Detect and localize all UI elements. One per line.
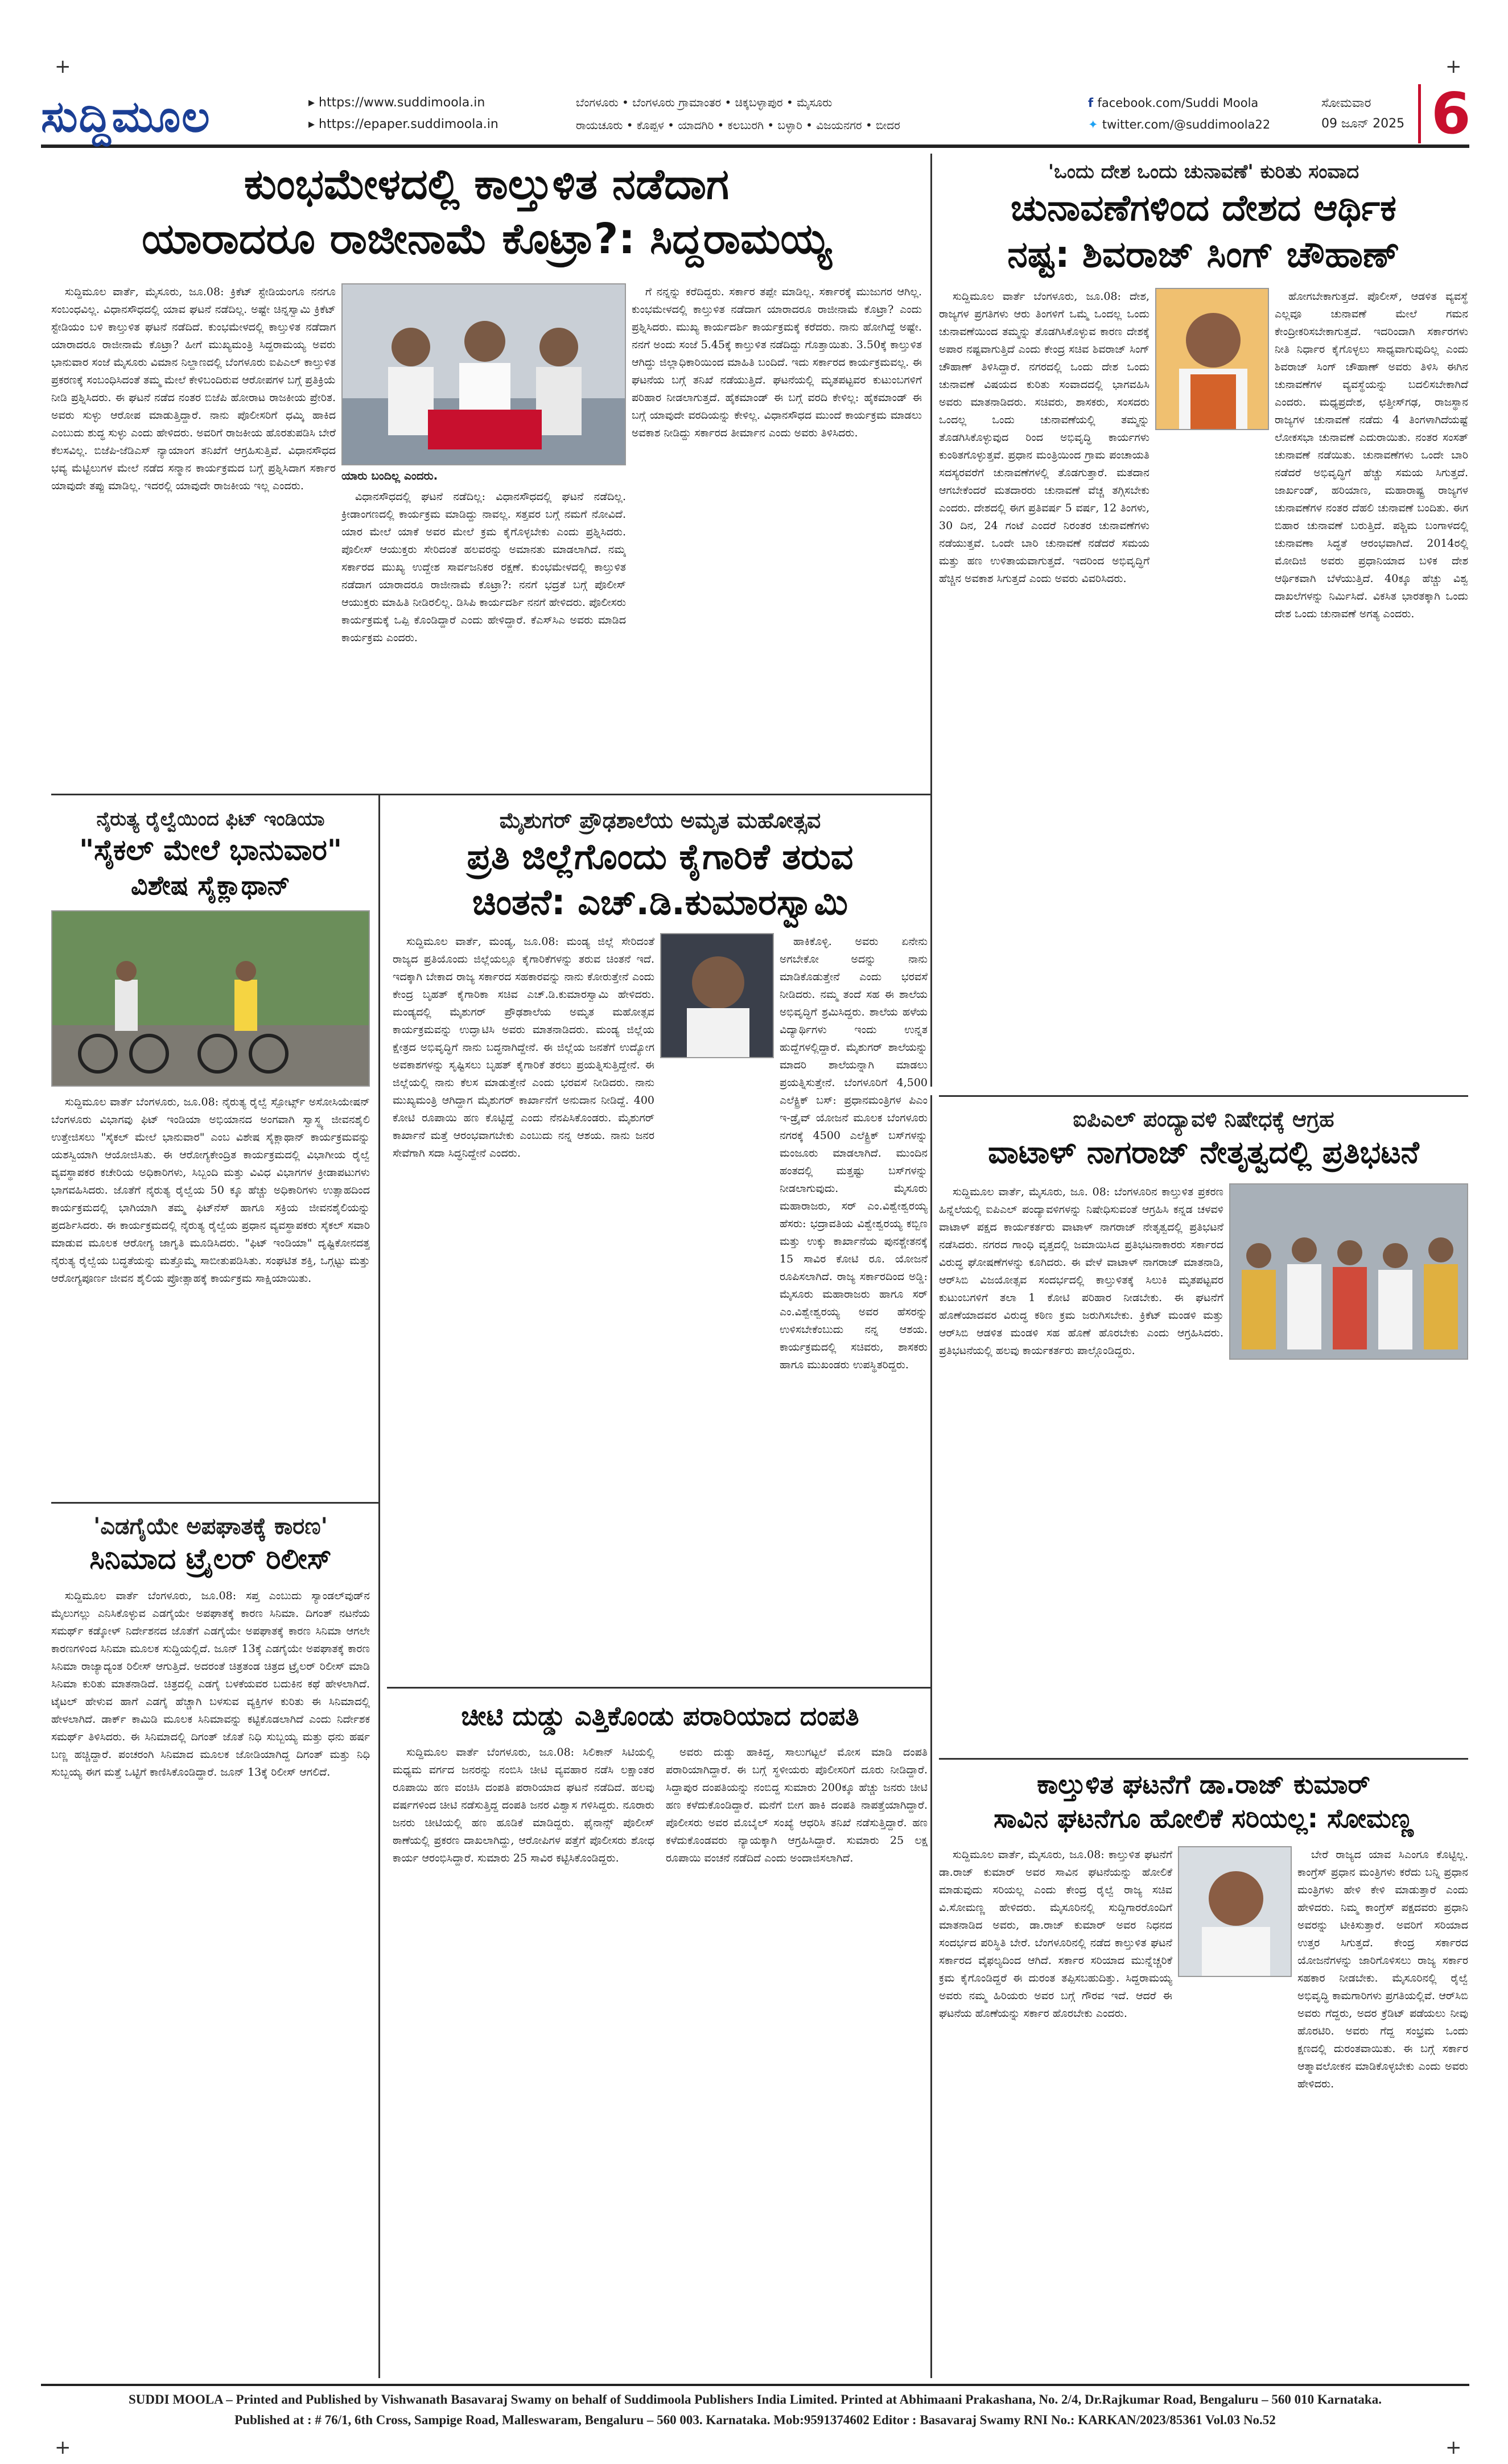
imprint-line: SUDDI MOOLA – Printed and Published by Vishwanath Basavaraj Swamy on behalf of Suddimoola Publishers India Limited. Printed at Abhimaani Prakashana, No. 2/4, Dr.Rajkumar Road, Bengaluru – 560 010 Karnataka. <box>129 2392 1382 2407</box>
press-conference-photo <box>341 283 626 465</box>
story1-headline1: ಕುಂಭಮೇಳದಲ್ಲಿ ಕಾಲ್ತುಳಿತ ನಡೆದಾಗ <box>244 160 730 209</box>
story5-headline: ಸಿನಿಮಾದ ಟ್ರೈಲರ್ ರಿಲೀಸ್ <box>89 1542 332 1575</box>
story8-headline: ಚೀಟಿ ದುಡ್ಡು ಎತ್ತಿಕೊಂಡು ಪರಾರಿಯಾದ ದಂಪತಿ <box>461 1701 859 1731</box>
story3-body: ಸುದ್ದಿಮೂಲ ವಾರ್ತೆ ಬೆಂಗಳೂರು, ಜೂ.08: ನೈರುತ್ಯ ರೈಲ್ವೆ ಸ್ಪೋರ್ಟ್ಸ್ ಅಸೋಸಿಯೇಷನ್ ಬೆಂಗಳೂರು ವಿಭಾಗವು ಫಿಟ್ ಇಂಡಿಯಾ ಅಭಿಯಾನದ ಅಂಗವಾಗಿ ಸ್ವಾಸ್ಥ್ಯ ಜೀವನಶೈಲಿ ಉತ್ತೇಜಿಸಲು "ಸೈಕಲ್ ಮೇಲೆ ಭಾನುವಾರ" ಎಂಬ ವಿಶೇಷ ಸೈಕ್ಲಾಥಾನ್ ಕಾರ್ಯಕ್ರಮವನ್ನು ಯಶಸ್ವಿಯಾಗಿ ಆಯೋಜಿಸಿತು. ಈ ಆರೋಗ್ಯಕೇಂದ್ರಿತ ಕಾರ್ಯಕ್ರಮದಲ್ಲಿ ವಿಭಾಗೀಯ ರೈಲ್ವೆ ವ್ಯವಸ್ಥಾಪಕರ ಕಚೇರಿಯ ಅಧಿಕಾರಿಗಳು, ಸಿಬ್ಬಂದಿ ಮತ್ತು ವಿವಿಧ ವಿಭಾಗಗಳ ಕ್ರೀಡಾಪಟುಗಳು ಭಾಗವಹಿಸಿದರು. ಜೊತೆಗೆ ನೈರುತ್ಯ ರೈಲ್ವೆಯ 50 ಕ್ಕೂ ಹೆಚ್ಚು ಅಧಿಕಾರಿಗಳು ಉತ್ಸಾಹದಿಂದ ಕಾರ್ಯಕ್ರಮದಲ್ಲಿ ಭಾಗಿಯಾಗಿ ತಮ್ಮ ಫಿಟ್‌ನೆಸ್ ಹಾಗೂ ಸಕ್ರಿಯ ಜೀವನಶೈಲಿಯನ್ನು ಪ್ರದರ್ಶಿಸಿದರು. ಈ ಕಾರ್ಯಕ್ರಮದಲ್ಲಿ ನೈರುತ್ಯ ರೈಲ್ವೆಯ ಪ್ರಧಾನ ವ್ಯವಸ್ಥಾಪಕರು ಸೈಕಲ್ ಸವಾರಿ ಮಾಡುವ ಮೂಲಕ ಆರೋಗ್ಯ ಜಾಗೃತಿ ಮೂಡಿಸಿದರು. "ಫಿಟ್ ಇಂಡಿಯಾ" ದೃಷ್ಟಿಕೋನದತ್ತ ನೈರುತ್ಯ ರೈಲ್ವೆಯ ಬದ್ಧತೆಯನ್ನು ಮತ್ತೊಮ್ಮೆ ಸಾಬೀತುಪಡಿಸಿತು. ಸಂಘಟಿತ ಶಕ್ತಿ, ಒಗ್ಗಟ್ಟು ಮತ್ತು ಆರೋಗ್ಯಪೂರ್ಣ ಜೀವನ ಶೈಲಿಯ ಪ್ರೋತ್ಸಾಹಕ್ಕೆ ಕಾರ್ಯಕ್ರಮ ಸಾಕ್ಷಿಯಾಯಿತು. <box>51 1096 370 1285</box>
section-rule <box>387 1687 930 1689</box>
story8-column: ಸುದ್ದಿಮೂಲ ವಾರ್ತೆ ಬೆಂಗಳೂರು, ಜೂ.08: ಸಿಲಿಕಾನ್ ಸಿಟಿಯಲ್ಲಿ ಮಧ್ಯಮ ವರ್ಗದ ಜನರನ್ನು ನಂಬಿಸಿ ಚೀಟಿ ವ್ಯವಹಾರ ನಡೆಸಿ ಲಕ್ಷಾಂತರ ರೂಪಾಯಿ ಹಣ ವಂಚಿಸಿ ದಂಪತಿ ಪರಾರಿಯಾದ ಘಟನೆ ನಡೆದಿದೆ. ಹಲವು ವರ್ಷಗಳಿಂದ ಚೀಟಿ ನಡೆಸುತ್ತಿದ್ದ ದಂಪತಿ ಜನರ ವಿಶ್ವಾಸ ಗಳಿಸಿದ್ದರು. ನೂರಾರು ಜನರು ಚೀಟಿಯಲ್ಲಿ ಹಣ ಹೂಡಿಕೆ ಮಾಡಿದ್ದರು. ಫೈನಾನ್ಸ್ ಪೊಲೀಸ್ ಠಾಣೆಯಲ್ಲಿ ಪ್ರಕರಣ ದಾಖಲಾಗಿದ್ದು, ಆರೋಪಿಗಳ ಪತ್ತೆಗೆ ಪೊಲೀಸರು ಶೋಧ ಕಾರ್ಯ ಆರಂಭಿಸಿದ್ದಾರೆ. ಸುಮಾರು 25 ಸಾವಿರ ಕಟ್ಟಿಸಿಕೊಂಡಿದ್ದರು. <box>393 1746 654 1864</box>
story6-headline: ವಾಟಾಳ್ ನಾಗರಾಜ್ ನೇತೃತ್ವದಲ್ಲಿ ಪ್ರತಿಭಟನೆ <box>988 1134 1419 1170</box>
story4-kicker: ಮೈಶುಗರ್ ಪ್ರೌಢಶಾಲೆಯ ಅಮೃತ ಮಹೋತ್ಸವ <box>499 808 821 833</box>
newspaper-logo: ಸುದ್ದಿಮೂಲ <box>41 91 211 142</box>
globe-icon: ▸ <box>308 117 319 131</box>
story5-body: ಸುದ್ದಿಮೂಲ ವಾರ್ತೆ ಬೆಂಗಳೂರು, ಜೂ.08: ಸಪ್ತ ಎಂಬುದು ಸ್ಯಾಂಡಲ್‌ವುಡ್‌ನ ಮೈಲುಗಲ್ಲು ಎನಿಸಿಕೊಳ್ಳುವ ಎಡಗೈಯೇ ಅಪಘಾತಕ್ಕೆ ಕಾರಣ ಸಿನಿಮಾ. ದಿಗಂತ್ ನಟನೆಯ ಸಮರ್ಥ್ ಕಡ್ಕೋಳ್ ನಿರ್ದೇಶನದ ಜೊತೆಗೆ ಎಡಗೈಯೇ ಅಪಘಾತಕ್ಕೆ ಕಾರಣ ಸಿನಿಮಾ ಆಗಲೇ ಕಾರಣಗಳಿಂದ ಸಿನಿಮಾ ಮೂಲಕ ಸುದ್ದಿಯಲ್ಲಿದೆ. ಜೂನ್ 13ಕ್ಕೆ ಎಡಗೈಯೇ ಅಪಘಾತಕ್ಕೆ ಕಾರಣ ಸಿನಿಮಾ ರಾಜ್ಯಾದ್ಯಂತ ರಿಲೀಸ್ ಆಗುತ್ತಿದೆ. ಅದರಂತೆ ಚಿತ್ರತಂಡ ಚಿತ್ರದ ಟ್ರೈಲರ್ ರಿಲೀಸ್ ಮಾಡಿ ಸಿನಿಮಾ ಕುರಿತು ಮಾತನಾಡಿದೆ. ಚಿತ್ರದಲ್ಲಿ ಎಡಗೈ ಬಳಕೆಯವರ ಬದುಕಿನ ಕಥೆ ಹೇಳಲಾಗಿದೆ. ಟೈಟಲ್ ಹೇಳುವ ಹಾಗೆ ಎಡಗೈ ಹೆಚ್ಚಾಗಿ ಬಳಸುವ ವ್ಯಕ್ತಿಗಳ ಕುರಿತು ಈ ಸಿನಿಮಾದಲ್ಲಿ ಹೇಳಲಾಗಿದೆ. ಡಾರ್ಕ್ ಕಾಮಿಡಿ ಮೂಲಕ ಸಿನಿಮಾವನ್ನು ಕಟ್ಟಿಕೊಡಲಾಗಿದೆ ಎಂದು ನಿರ್ದೇಶಕ ಸಮರ್ಥ್ ತಿಳಿಸಿದರು. ಈ ಸಿನಿಮಾದಲ್ಲಿ ದಿಗಂತ್ ಜೊತೆ ನಿಧಿ ಸುಬ್ಬಯ್ಯ ಮತ್ತು ಧನು ಹರ್ಷ ಬಣ್ಣ ಹಚ್ಚಿದ್ದಾರೆ. ಪಂಚರಂಗಿ ಸಿನಿಮಾದ ಮೂಲಕ ಜೋಡಿಯಾಗಿದ್ದ ದಿಗಂತ್ ಮತ್ತು ನಿಧಿ ಸುಬ್ಬಯ್ಯ ಈಗ ಮತ್ತೆ ಒಟ್ಟಿಗೆ ಕಾಣಿಸಿಕೊಂಡಿದ್ದಾರೆ. ಜೂನ್ 13ಕ್ಕೆ ರಿಲೀಸ್ ಆಗಲಿದೆ. <box>51 1590 370 1778</box>
cities-line: ರಾಯಚೂರು • ಕೊಪ್ಪಳ • ಯಾದಗಿರಿ • ಕಲಬುರಗಿ • ಬಳ್ಳಾರಿ • ವಿಜಯನಗರ • ಬೀದರ <box>576 118 900 132</box>
photo-caption: ಯಾರು ಬಂದಿಲ್ಲ ಎಂದರು. <box>341 469 438 482</box>
somanna-photo <box>1178 1846 1292 1977</box>
epaper-link[interactable]: https://epaper.suddimoola.in <box>319 117 498 131</box>
story1-headline2: ಯಾರಾದರೂ ರಾಜೀನಾಮೆ ಕೊಟ್ರಾ?: ಸಿದ್ದರಾಮಯ್ಯ <box>142 214 831 263</box>
story7-column: ಬೇರೆ ರಾಜ್ಯದ ಯಾವ ಸಿಎಂಗೂ ಕೊಟ್ಟಿಲ್ಲ. ಕಾಂಗ್ರೆಸ್ ಪ್ರಧಾನ ಮಂತ್ರಿಗಳು ಕರೆದು ಬನ್ನಿ ಪ್ರಧಾನ ಮಂತ್ರಿಗಳು ಹೇಳಿ ಕೇಳಿ ಮಾಡುತ್ತಾರೆ ಎಂದು ಹೇಳಿದರು. ನಿಮ್ಮ ಕಾಂಗ್ರೆಸ್ ಪಕ್ಷದವರು ಪ್ರಧಾನಿ ಅವರನ್ನು ಟೀಕಿಸುತ್ತಾರೆ. ಅವರಿಗೆ ಸರಿಯಾದ ಉತ್ತರ ಸಿಗುತ್ತದೆ. ಕೇಂದ್ರ ಸರ್ಕಾರದ ಯೋಜನೆಗಳನ್ನು ಜಾರಿಗೊಳಿಸಲು ರಾಜ್ಯ ಸರ್ಕಾರ ಸಹಕಾರ ನೀಡಬೇಕು. ಮೈಸೂರಿನಲ್ಲಿ ರೈಲ್ವೆ ಅಭಿವೃದ್ಧಿ ಕಾಮಗಾರಿಗಳು ಪ್ರಗತಿಯಲ್ಲಿವೆ. ಆರ್‌ಸಿಬಿ ಅವರು ಗೆದ್ದರು, ಅದರ ಕ್ರೆಡಿಟ್ ಪಡೆಯಲು ನೀವು ಹೊರಟಿರಿ. ಅವರು ಗೆದ್ದ ಸಂಭ್ರಮ ಒಂದು ಕ್ಷಣದಲ್ಲಿ ದುರಂತವಾಯಿತು. ಈ ಬಗ್ಗೆ ಸರ್ಕಾರ ಆತ್ಮಾವಲೋಕನ ಮಾಡಿಕೊಳ್ಳಬೇಕು ಎಂದು ಅವರು ಹೇಳಿದರು. <box>1297 1848 1468 2090</box>
crop-mark-icon: + <box>1445 55 1462 78</box>
column-rule <box>378 1693 380 2378</box>
story8-column: ಅವರು ದುಡ್ಡು ಹಾಕಿದ್ದ, ಸಾಲುಗಟ್ಟಲೆ ಮೋಸ ಮಾಡಿ ದಂಪತಿ ಪರಾರಿಯಾಗಿದ್ದಾರೆ. ಈ ಬಗ್ಗೆ ಸ್ಥಳೀಯರು ಪೊಲೀಸರಿಗೆ ದೂರು ನೀಡಿದ್ದಾರೆ. ಸಿದ್ದಾಪುರ ದಂಪತಿಯನ್ನು ನಂಬಿದ್ದ ಸುಮಾರು 200ಕ್ಕೂ ಹೆಚ್ಚು ಜನರು ಚೀಟಿ ಹಣ ಕಳೆದುಕೊಂಡಿದ್ದಾರೆ. ಮನೆಗೆ ಬೀಗ ಹಾಕಿ ದಂಪತಿ ನಾಪತ್ತೆಯಾಗಿದ್ದಾರೆ. ಪೊಲೀಸರು ಅವರ ಮೊಬೈಲ್ ಸಂಖ್ಯೆ ಆಧರಿಸಿ ತನಿಖೆ ನಡೆಸುತ್ತಿದ್ದಾರೆ. ಹಣ ಕಳೆದುಕೊಂಡವರು ನ್ಯಾಯಕ್ಕಾಗಿ ಆಗ್ರಹಿಸಿದ್ದಾರೆ. ಸುಮಾರು 25 ಲಕ್ಷ ರೂಪಾಯಿ ವಂಚನೆ ನಡೆದಿದೆ ಎಂದು ಅಂದಾಜಿಸಲಾಗಿದೆ. <box>666 1746 928 1864</box>
story7-headline2: ಸಾವಿನ ಘಟನೆಗೂ ಹೋಲಿಕೆ ಸರಿಯಲ್ಲ: ಸೋಮಣ್ಣ <box>994 1803 1414 1834</box>
story1-column: ಸುದ್ದಿಮೂಲ ವಾರ್ತೆ, ಮೈಸೂರು, ಜೂ.08: ಕ್ರಿಕೆಟ್ ಸ್ಟೇಡಿಯಂಗೂ ನನಗೂ ಸಂಬಂಧವಿಲ್ಲ. ವಿಧಾನಸೌಧದಲ್ಲಿ ಯಾವ ಘಟನೆ ನಡೆದಿಲ್ಲ. ಅಷ್ಟೇ ಚಿನ್ನಸ್ವಾಮಿ ಕ್ರಿಕೆಟ್ ಸ್ಟೇಡಿಯಂ ಬಳಿ ಕಾಲ್ತುಳಿತ ಘಟನೆ ನಡೆದಿದೆ. ಕುಂಭಮೇಳದಲ್ಲಿ ಕಾಲ್ತುಳಿತ ನಡೆದಾಗ ಯಾರಾದರೂ ರಾಜೀನಾಮೆ ಕೊಟ್ರಾ? ಹೀಗೆ ಮುಖ್ಯಮಂತ್ರಿ ಸಿದ್ದರಾಮಯ್ಯ ಅವರು ಭಾನುವಾರ ಸಂಜೆ ಮೈಸೂರು ವಿಮಾನ ನಿಲ್ದಾಣದಲ್ಲಿ ಬೆಂಗಳೂರು ಐಪಿಎಲ್ ಕಾಲ್ತುಳಿತ ಪ್ರಕರಣಕ್ಕೆ ಸಂಬಂಧಿಸಿದಂತೆ ತಮ್ಮ ಮೇಲೆ ಕೇಳಿಬಂದಿರುವ ಆರೋಪಗಳ ಬಗ್ಗೆ ಪ್ರತಿಕ್ರಿಯೆ ನೀಡಿ ಪ್ರಶ್ನಿಸಿದರು. ಈ ಘಟನೆ ನಡೆದ ನಂತರ ಬಿಜೆಪಿ ಹೋರಾಟ ರಾಜಕೀಯ ಪ್ರೇರಿತ. ಅವರು ಸುಳ್ಳು ಆರೋಪ ಮಾಡುತ್ತಿದ್ದಾರೆ. ನಾನು ಪೊಲೀಸರಿಗೆ ಧಮ್ಕಿ ಹಾಕಿದ ಎಂಬುದು ಶುದ್ಧ ಸುಳ್ಳು ಎಂದು ಹೇಳಿದರು. ಅವರಿಗೆ ರಾಜಕೀಯ ಹೊರತುಪಡಿಸಿ ಬೇರೆ ಕೆಲಸವಿಲ್ಲ. ಬಿಜೆಪಿ-ಜೆಡಿಎಸ್ ನ್ಯಾಯಾಂಗ ತನಿಖೆಗೆ ಆಗ್ರಹಿಸುತ್ತಿವೆ. ವಿಧಾನಸೌಧದ ಭವ್ಯ ಮೆಟ್ಟಿಲುಗಳ ಮೇಲೆ ನಡೆದ ಸನ್ಮಾನ ಕಾರ್ಯಕ್ರಮದ ಬಗ್ಗೆ ಪ್ರಶ್ನಿಸಿದಾಗ ಸರ್ಕಾರ ಯಾವುದೇ ತಪ್ಪು ಮಾಡಿಲ್ಲ. ಇದರಲ್ಲಿ ಯಾವುದೇ ರಾಜಕೀಯ ಇಲ್ಲ ಎಂದರು. <box>51 286 336 492</box>
story2-column: ಹೋಗಬೇಕಾಗುತ್ತದೆ. ಪೊಲೀಸ್, ಆಡಳಿತ ವ್ಯವಸ್ಥೆ ಎಲ್ಲವೂ ಚುನಾವಣೆ ಮೇಲೆ ಗಮನ ಕೇಂದ್ರೀಕರಿಸಬೇಕಾಗುತ್ತದೆ. ಇದರಿಂದಾಗಿ ಸರ್ಕಾರಗಳು ನೀತಿ ನಿರ್ಧಾರ ಕೈಗೊಳ್ಳಲು ಸಾಧ್ಯವಾಗುವುದಿಲ್ಲ ಎಂದು ಶಿವರಾಜ್ ಸಿಂಗ್ ಚೌಹಾಣ್ ಅವರು ತಿಳಿಸಿ ಈಗಿನ ಚುನಾವಣೆಗಳ ವ್ಯವಸ್ಥೆಯನ್ನು ಬದಲಿಸಬೇಕಾಗಿದೆ ಎಂದರು. ಮಧ್ಯಪ್ರದೇಶ, ಛತ್ತೀಸ್‌ಗಢ, ರಾಜಸ್ಥಾನ ರಾಜ್ಯಗಳ ಚುನಾವಣೆ ನಡೆದು 4 ತಿಂಗಳಾಗಿದೆಯಷ್ಟೆ ಲೋಕಸಭಾ ಚುನಾವಣೆ ಎದುರಾಯಿತು. ನಂತರ ಸಂಸತ್ ಚುನಾವಣೆ ನಡೆಯಿತು. ಚುನಾವಣೆಗಳು ಒಂದೇ ಬಾರಿ ನಡೆದರೆ ಅಭಿವೃದ್ಧಿಗೆ ಹೆಚ್ಚು ಸಮಯ ಸಿಗುತ್ತದೆ. ಜಾರ್ಖಂಡ್, ಹರಿಯಾಣ, ಮಹಾರಾಷ್ಟ್ರ ರಾಜ್ಯಗಳ ಚುನಾವಣೆಗಳ ನಂತರ ದೆಹಲಿ ಚುನಾವಣೆ ಬಂದಿತು. ಈಗ ಬಿಹಾರ ಚುನಾವಣೆ ಬರುತ್ತಿದೆ. ಪಶ್ಚಿಮ ಬಂಗಾಳದಲ್ಲಿ ಚುನಾವಣಾ ಸಿದ್ಧತೆ ಆರಂಭವಾಗಿದೆ. 2014ರಲ್ಲಿ ಮೋದಿಜಿ ಅವರು ಪ್ರಧಾನಿಯಾದ ಬಳಿಕ ದೇಶ ಆರ್ಥಿಕವಾಗಿ ಬೆಳೆಯುತ್ತಿದೆ. 40ಕ್ಕೂ ಹೆಚ್ಚು ವಿಶ್ವ ದಾಖಲೆಗಳನ್ನು ನಿರ್ಮಿಸಿದೆ. ವಿಕಸಿತ ಭಾರತಕ್ಕಾಗಿ ಒಂದು ದೇಶ ಒಂದು ಚುನಾವಣೆ ಅಗತ್ಯ ಎಂದರು. <box>1275 290 1468 620</box>
social-links <box>1088 92 1270 135</box>
twitter-link[interactable]: twitter.com/@suddimoola22 <box>1102 118 1271 131</box>
story1-column: ಗೆ ನನ್ನನ್ನು ಕರೆದಿದ್ದರು. ಸರ್ಕಾರ ತಪ್ಪೇ ಮಾಡಿಲ್ಲ. ಸರ್ಕಾರಕ್ಕೆ ಮುಜುಗರ ಆಗಿಲ್ಲ. ಕುಂಭಮೇಳದಲ್ಲಿ ಕಾಲ್ತುಳಿತ ನಡೆದಾಗ ಯಾರಾದರೂ ರಾಜೀನಾಮೆ ಕೊಟ್ರಾ? ಎಂದು ಪ್ರಶ್ನಿಸಿದರು. ಮುಖ್ಯ ಕಾರ್ಯದರ್ಶಿ ಕಾರ್ಯಕ್ರಮಕ್ಕೆ ಕರೆದರು. ನಾನು ಹೋಗಿದ್ದೆ ಅಷ್ಟೇ. ನನಗೆ ಅಂದು ಸಂಜೆ 5.45ಕ್ಕೆ ಕಾಲ್ತುಳಿತ ನಡೆದಿದ್ದು ಗೊತ್ತಾಯಿತು. 3.50ಕ್ಕೆ ಕಾಲ್ತುಳಿತ ಆಗಿದ್ದು ಜಿಲ್ಲಾಧಿಕಾರಿಯಿಂದ ಮಾಹಿತಿ ಬಂದಿದೆ. ಇದು ಸರ್ಕಾರದ ಕಾರ್ಯಕ್ರಮವಲ್ಲ. ಈ ಘಟನೆಯ ಬಗ್ಗೆ ತನಿಖೆ ನಡೆಯುತ್ತಿದೆ. ಘಟನೆಯಲ್ಲಿ ಮೃತಪಟ್ಟವರ ಕುಟುಂಬಗಳಿಗೆ ಪರಿಹಾರ ನೀಡಲಾಗುತ್ತದೆ. ಹೈಕಮಾಂಡ್ ಈ ಬಗ್ಗೆ ವರದಿ ಕೇಳಿಲ್ಲ: ಹೈಕಮಾಂಡ್ ಈ ಬಗ್ಗೆ ಯಾವುದೇ ವರದಿಯನ್ನು ಕೇಳಿಲ್ಲ. ವಿಧಾನಸೌಧದ ಮುಂದೆ ಕಾರ್ಯಕ್ರಮ ಮಾಡಲು ಅವಕಾಶ ನೀಡಿದ್ದು ಸರ್ಕಾರದ ತೀರ್ಮಾನ ಎಂದು ಅವರು ತಿಳಿಸಿದರು. <box>632 286 922 439</box>
masthead <box>41 80 1471 148</box>
story4-column: ಸುದ್ದಿಮೂಲ ವಾರ್ತೆ, ಮಂಡ್ಯ, ಜೂ.08: ಮಂಡ್ಯ ಜಿಲ್ಲೆ ಸೇರಿದಂತೆ ರಾಜ್ಯದ ಪ್ರತಿಯೊಂದು ಜಿಲ್ಲೆಯಲ್ಲೂ ಕೈಗಾರಿಕೆಗಳನ್ನು ತರುವ ಚಿಂತನೆ ಇದೆ. ಇದಕ್ಕಾಗಿ ಬೇಕಾದ ರಾಜ್ಯ ಸರ್ಕಾರದ ಸಹಕಾರವನ್ನು ನಾನು ಕೋರುತ್ತೇನೆ ಎಂದು ಕೇಂದ್ರ ಬೃಹತ್ ಕೈಗಾರಿಕಾ ಸಚಿವ ಎಚ್.ಡಿ.ಕುಮಾರಸ್ವಾಮಿ ಹೇಳಿದರು. ಮಂಡ್ಯದಲ್ಲಿ ಮೈಶುಗರ್ ಪ್ರೌಢಶಾಲೆಯ ಅಮೃತ ಮಹೋತ್ಸವ ಕಾರ್ಯಕ್ರಮವನ್ನು ಉದ್ಘಾಟಿಸಿ ಅವರು ಮಾತನಾಡಿದರು. ಮಂಡ್ಯ ಜಿಲ್ಲೆಯ ಕ್ಷೇತ್ರದ ಅಭಿವೃದ್ಧಿಗೆ ನಾನು ಬದ್ಧನಾಗಿದ್ದೇನೆ. ಈ ಜಿಲ್ಲೆಯ ಜನತೆಗೆ ಉದ್ಯೋಗ ಅವಕಾಶಗಳನ್ನು ಸೃಷ್ಟಿಸಲು ಬೃಹತ್ ಕೈಗಾರಿಕೆ ತರಲು ಪ್ರಯತ್ನಿಸುತ್ತಿದ್ದೇನೆ. ಈ ಜಿಲ್ಲೆಯಲ್ಲಿ ನಾನು ಕೆಲಸ ಮಾಡುತ್ತೇನೆ ಎಂದು ಭರವಸೆ ನೀಡಿದರು. ನಾನು ಮುಖ್ಯಮಂತ್ರಿ ಆಗಿದ್ದಾಗ ಮೈಶುಗರ್ ಕಾರ್ಖಾನೆಗೆ ಅನುದಾನ ನೀಡಿದ್ದೆ. 400 ಕೋಟಿ ರೂಪಾಯಿ ಹಣ ಕೊಟ್ಟಿದ್ದೆ ಎಂದು ನೆನಪಿಸಿಕೊಂಡರು. ಮೈಶುಗರ್ ಕಾರ್ಖಾನೆ ಮತ್ತೆ ಆರಂಭವಾಗಬೇಕು ಎಂಬುದು ನನ್ನ ಆಶಯ. ನಾನು ಜನರ ಸೇವೆಗಾಗಿ ಸದಾ ಸಿದ್ಧನಿದ್ದೇನೆ ಎಂದರು. <box>393 935 654 1159</box>
date: 09 ಜೂನ್ 2025 <box>1321 117 1405 131</box>
section-rule <box>939 1758 1468 1760</box>
protest-photo <box>1229 1183 1468 1360</box>
story3-headline2: ವಿಶೇಷ ಸೈಕ್ಲಾಥಾನ್ <box>130 870 291 901</box>
section-rule <box>51 794 930 795</box>
facebook-icon: f <box>1088 96 1098 110</box>
imprint-footer <box>41 2384 1469 2435</box>
story2-column: ಸುದ್ದಿಮೂಲ ವಾರ್ತೆ ಬೆಂಗಳೂರು, ಜೂ.08: ದೇಶ, ರಾಜ್ಯಗಳ ಪ್ರಗತಿಗಳು ಆರು ತಿಂಗಳಿಗೆ ಒಮ್ಮೆ ಒಂದಲ್ಲ ಒಂದು ಚುನಾವಣೆಯಿಂದ ತಮ್ಮನ್ನು ತೊಡಗಿಸಿಕೊಳ್ಳುವ ಕಾರಣ ದೇಶಕ್ಕೆ ಅಪಾರ ನಷ್ಟವಾಗುತ್ತಿದೆ ಎಂದು ಕೇಂದ್ರ ಸಚಿವ ಶಿವರಾಜ್ ಸಿಂಗ್ ಚೌಹಾಣ್ ತಿಳಿಸಿದ್ದಾರೆ. ನಗರದಲ್ಲಿ ಒಂದು ದೇಶ ಒಂದು ಚುನಾವಣೆ ವಿಷಯದ ಕುರಿತು ಸಂವಾದದಲ್ಲಿ ಭಾಗವಹಿಸಿ ಅವರು ಮಾತನಾಡಿದರು. ಸಚಿವರು, ಶಾಸಕರು, ಸಂಸದರು ಒಂದಲ್ಲ ಒಂದು ಚುನಾವಣೆಯಲ್ಲಿ ತಮ್ಮನ್ನು ತೊಡಗಿಸಿಕೊಳ್ಳುವುದ ರಿಂದ ಅಭಿವೃದ್ಧಿ ಕಾರ್ಯಗಳು ಕುಂಠಿತಗೊಳ್ಳುತ್ತವೆ. ಪ್ರಧಾನ ಮಂತ್ರಿಯಿಂದ ಗ್ರಾಮ ಪಂಚಾಯತಿ ಸದಸ್ಯರವರೆಗೆ ಚುನಾವಣೆಗಳಲ್ಲಿ ತೊಡಗುತ್ತಾರೆ. ಮತದಾನ ಆಗಬೇಕೆಂದರೆ ಮತದಾರರು ಚುನಾವಣೆ ವೆಚ್ಚ ತಗ್ಗಿಸಬೇಕು ಎಂದರು. ದೇಶದಲ್ಲಿ ಈಗ ಪ್ರತಿವರ್ಷ 5 ವರ್ಷ, 12 ತಿಂಗಳು, 30 ದಿನ, 24 ಗಂಟೆ ಎಂದರೆ ನಿರಂತರ ಚುನಾವಣೆಗಳು ನಡೆಯುತ್ತವೆ. ಒಂದೇ ಬಾರಿ ಚುನಾವಣೆ ನಡೆದರೆ ಸಮಯ ಮತ್ತು ಹಣ ಉಳಿತಾಯವಾಗುತ್ತದೆ. ಇದರಿಂದ ಅಭಿವೃದ್ಧಿಗೆ ಹೆಚ್ಚಿನ ಅವಕಾಶ ಸಿಗುತ್ತದೆ ಎಂದು ಅವರು ವಿವರಿಸಿದರು. <box>939 290 1149 585</box>
story4-column: ಹಾಕಿಕೊಳ್ಳಿ. ಅವರು ಏನೇನು ಅಗಬೇಕೋ ಅದನ್ನು ನಾನು ಮಾಡಿಕೊಡುತ್ತೇನೆ ಎಂದು ಭರವಸೆ ನೀಡಿದರು. ನಮ್ಮ ತಂದೆ ಸಹ ಈ ಶಾಲೆಯ ಅಭಿವೃದ್ಧಿಗೆ ಶ್ರಮಿಸಿದ್ದರು. ಶಾಲೆಯ ಹಳೆಯ ವಿದ್ಯಾರ್ಥಿಗಳು ಇಂದು ಉನ್ನತ ಹುದ್ದೆಗಳಲ್ಲಿದ್ದಾರೆ. ಮೈಶುಗರ್ ಶಾಲೆಯನ್ನು ಮಾದರಿ ಶಾಲೆಯನ್ನಾಗಿ ಮಾಡಲು ಪ್ರಯತ್ನಿಸುತ್ತೇನೆ. ಬೆಂಗಳೂರಿಗೆ 4,500 ಎಲೆಕ್ಟ್ರಿಕ್ ಬಸ್: ಪ್ರಧಾನಮಂತ್ರಿಗಳ ಪಿಎಂ ಇ-ಡ್ರೈವ್ ಯೋಜನೆ ಮೂಲಕ ಬೆಂಗಳೂರು ನಗರಕ್ಕೆ 4500 ಎಲೆಕ್ಟ್ರಿಕ್ ಬಸ್‌ಗಳನ್ನು ಮಂಜೂರು ಮಾಡಲಾಗಿದೆ. ಮುಂದಿನ ಹಂತದಲ್ಲಿ ಮತ್ತಷ್ಟು ಬಸ್‌ಗಳನ್ನು ನೀಡಲಾಗುವುದು. ಮೈಸೂರು ಮಹಾರಾಜರು, ಸರ್ ಎಂ.ವಿಶ್ವೇಶ್ವರಯ್ಯ ಹೆಸರು: ಭದ್ರಾವತಿಯ ವಿಶ್ವೇಶ್ವರಯ್ಯ ಕಬ್ಬಿಣ ಮತ್ತು ಉಕ್ಕು ಕಾರ್ಖಾನೆಯ ಪುನಶ್ಚೇತನಕ್ಕೆ 15 ಸಾವಿರ ಕೋಟಿ ರೂ. ಯೋಜನೆ ರೂಪಿಸಲಾಗಿದೆ. ರಾಜ್ಯ ಸರ್ಕಾರದಿಂದ ಅಡ್ಡಿ: ಮೈಸೂರು ಮಹಾರಾಜರು ಹಾಗೂ ಸರ್ ಎಂ.ವಿಶ್ವೇಶ್ವರಯ್ಯ ಅವರ ಹೆಸರನ್ನು ಉಳಿಸಬೇಕೆಂಬುದು ನನ್ನ ಆಶಯ. ಕಾರ್ಯಕ್ರಮದಲ್ಲಿ ಸಚಿವರು, ಶಾಸಕರು ಹಾಗೂ ಮುಖಂಡರು ಉಪಸ್ಥಿತರಿದ್ದರು. <box>780 935 928 1371</box>
website-links <box>308 92 498 135</box>
story3-headline1: "ಸೈಕಲ್ ಮೇಲೆ ಭಾನುವಾರ" <box>79 833 342 866</box>
story2-headline2: ನಷ್ಟ: ಶಿವರಾಜ್ ಸಿಂಗ್ ಚೌಹಾಣ್ <box>1007 234 1400 276</box>
facebook-link[interactable]: facebook.com/Suddi Moola <box>1097 96 1259 110</box>
story6-body: ಸುದ್ದಿಮೂಲ ವಾರ್ತೆ, ಮೈಸೂರು, ಜೂ. 08: ಬೆಂಗಳೂರಿನ ಕಾಲ್ತುಳಿತ ಪ್ರಕರಣ ಹಿನ್ನೆಲೆಯಲ್ಲಿ ಐಪಿಎಲ್ ಪಂದ್ಯಾವಳಿಗಳನ್ನು ನಿಷೇಧಿಸುವಂತೆ ಆಗ್ರಹಿಸಿ ಕನ್ನಡ ಚಳವಳಿ ವಾಟಾಳ್ ಪಕ್ಷದ ಕಾರ್ಯಕರ್ತರು ವಾಟಾಳ್ ನಾಗರಾಜ್ ನೇತೃತ್ವದಲ್ಲಿ ಪ್ರತಿಭಟನೆ ನಡೆಸಿದರು. ನಗರದ ಗಾಂಧಿ ವೃತ್ತದಲ್ಲಿ ಜಮಾಯಿಸಿದ ಪ್ರತಿಭಟನಾಕಾರರು ಸರ್ಕಾರದ ವಿರುದ್ಧ ಘೋಷಣೆಗಳನ್ನು ಕೂಗಿದರು. ಈ ವೇಳೆ ವಾಟಾಳ್ ನಾಗರಾಜ್ ಮಾತನಾಡಿ, ಆರ್‌ಸಿಬಿ ವಿಜಯೋತ್ಸವ ಸಂದರ್ಭದಲ್ಲಿ ಕಾಲ್ತುಳಿತಕ್ಕೆ ಸಿಲುಕಿ ಮೃತಪಟ್ಟವರ ಕುಟುಂಬಗಳಿಗೆ ತಲಾ 1 ಕೋಟಿ ಪರಿಹಾರ ನೀಡಬೇಕು. ಈ ಘಟನೆಗೆ ಹೊಣೆಯಾದವರ ವಿರುದ್ಧ ಕಠಿಣ ಕ್ರಮ ಜರುಗಿಸಬೇಕು. ಕ್ರಿಕೆಟ್ ಮಂಡಳಿ ಮತ್ತು ಆರ್‌ಸಿಬಿ ಆಡಳಿತ ಮಂಡಳಿ ಸಹ ಹೊಣೆ ಹೊರಬೇಕು ಎಂದು ಆಗ್ರಹಿಸಿದರು. ಪ್ರತಿಭಟನೆಯಲ್ಲಿ ಹಲವು ಕಾರ್ಯಕರ್ತರು ಪಾಲ್ಗೊಂಡಿದ್ದರು. <box>939 1186 1223 1357</box>
story4-headline1: ಪ್ರತಿ ಜಿಲ್ಲೆಗೊಂದು ಕೈಗಾರಿಕೆ ತರುವ <box>467 836 854 877</box>
cities-line: ಬೆಂಗಳೂರು • ಬೆಂಗಳೂರು ಗ್ರಾಮಾಂತರ • ಚಿಕ್ಕಬಳ್ಳಾಪುರ • ಮೈಸೂರು <box>576 96 833 109</box>
story3-kicker: ನೈರುತ್ಯ ರೈಲ್ವೆಯಿಂದ ಫಿಟ್ ಇಂಡಿಯಾ <box>96 808 325 831</box>
column-rule <box>930 154 932 1087</box>
section-rule <box>939 1095 1468 1097</box>
crop-mark-icon: + <box>55 2436 71 2459</box>
website-link[interactable]: https://www.suddimoola.in <box>319 96 485 110</box>
cyclothon-photo <box>51 910 370 1087</box>
crop-mark-icon: + <box>1445 2436 1462 2459</box>
issue-date <box>1321 93 1404 134</box>
section-rule <box>51 1502 378 1504</box>
column-rule <box>378 794 380 1693</box>
story5-kicker: 'ಎಡಗೈಯೇ ಅಪಘಾತಕ್ಕೆ ಕಾರಣ' <box>93 1513 328 1540</box>
twitter-icon: ✦ <box>1088 118 1102 131</box>
page-number: 6 <box>1418 84 1471 143</box>
story1-column: ವಿಧಾನಸೌಧದಲ್ಲಿ ಘಟನೆ ನಡೆದಿಲ್ಲ: ವಿಧಾನಸೌಧದಲ್ಲಿ ಘಟನೆ ನಡೆದಿಲ್ಲ. ಕ್ರೀಡಾಂಗಣದಲ್ಲಿ ಕಾರ್ಯಕ್ರಮ ಮಾಡಿದ್ದು ನಾವಲ್ಲ. ಸತ್ತವರ ಬಗ್ಗೆ ನಮಗೆ ನೋವಿದೆ. ಯಾರ ಮೇಲೆ ಯಾಕೆ ಅವರ ಮೇಲೆ ಕ್ರಮ ಕೈಗೊಳ್ಳಬೇಕು ಎಂದು ಪ್ರಶ್ನಿಸಿದರು. ಪೊಲೀಸ್ ಆಯುಕ್ತರು ಸೇರಿದಂತೆ ಹಲವರನ್ನು ಅಮಾನತು ಮಾಡಲಾಗಿದೆ. ನಮ್ಮ ಸರ್ಕಾರದ ಮುಖ್ಯ ಉದ್ದೇಶ ಸಾರ್ವಜನಿಕರ ರಕ್ಷಣೆ. ಕುಂಭಮೇಳದಲ್ಲಿ ಕಾಲ್ತುಳಿತ ನಡೆದಾಗ ಯಾರಾದರೂ ರಾಜೀನಾಮೆ ಕೊಟ್ರಾ?: ನನಗೆ ಭದ್ರತೆ ಬಗ್ಗೆ ಪೊಲೀಸ್ ಆಯುಕ್ತರು ಮಾಹಿತಿ ನೀಡಿರಲಿಲ್ಲ. ಡಿಸಿಪಿ ಕಾರ್ಯದರ್ಶಿ ನನಗೆ ಹೇಳಿದರು. ಪೊಲೀಸರು ಕಾರ್ಯಕ್ರಮಕ್ಕೆ ಒಪ್ಪಿ ಕೊಂಡಿದ್ದಾರೆ ಎಂದು ಹೇಳಿದ್ದಾರೆ. ಕೆಎಸ್‌ಸಿಎ ಅವರು ಮಾಡಿದ ಕಾರ್ಯಕ್ರಮ ಎಂದರು. <box>341 490 626 644</box>
kumaraswamy-photo <box>660 933 774 1058</box>
globe-icon: ▸ <box>308 96 319 110</box>
imprint-line: Published at : # 76/1, 6th Cross, Sampige Road, Malleswaram, Bengaluru – 560 003. Karnataka. Mob:9591374602 Editor : Basavaraj Swamy RNI No.: KARKAN/2023/85361 Vol.03 No.52 <box>234 2413 1276 2427</box>
story4-headline2: ಚಿಂತನೆ: ಎಚ್.ಡಿ.ಕುಮಾರಸ್ವಾಮಿ <box>472 881 848 923</box>
crop-mark-icon: + <box>55 55 71 78</box>
weekday: ಸೋಮವಾರ <box>1321 96 1371 110</box>
column-rule <box>930 1095 932 2378</box>
story6-kicker: ಐಪಿಎಲ್ ಪಂದ್ಯಾವಳಿ ನಿಷೇಧಕ್ಕೆ ಆಗ್ರಹ <box>1073 1107 1334 1132</box>
story2-kicker: 'ಒಂದು ದೇಶ ಒಂದು ಚುನಾವಣೆ' ಕುರಿತು ಸಂವಾದ <box>1048 160 1359 183</box>
chouhan-photo <box>1155 288 1269 430</box>
story7-column: ಸುದ್ದಿಮೂಲ ವಾರ್ತೆ, ಮೈಸೂರು, ಜೂ.08: ಕಾಲ್ತುಳಿತ ಘಟನೆಗೆ ಡಾ.ರಾಜ್ ಕುಮಾರ್ ಅವರ ಸಾವಿನ ಘಟನೆಯನ್ನು ಹೋಲಿಕೆ ಮಾಡುವುದು ಸರಿಯಲ್ಲ ಎಂದು ಕೇಂದ್ರ ರೈಲ್ವೆ ರಾಜ್ಯ ಸಚಿವ ವಿ.ಸೋಮಣ್ಣ ಹೇಳಿದರು. ಮೈಸೂರಿನಲ್ಲಿ ಸುದ್ದಿಗಾರರೊಂದಿಗೆ ಮಾತನಾಡಿದ ಅವರು, ಡಾ.ರಾಜ್ ಕುಮಾರ್ ಅವರ ನಿಧನದ ಸಂದರ್ಭದ ಪರಿಸ್ಥಿತಿ ಬೇರೆ. ಬೆಂಗಳೂರಿನಲ್ಲಿ ನಡೆದ ಕಾಲ್ತುಳಿತ ಘಟನೆ ಸರ್ಕಾರದ ವೈಫಲ್ಯದಿಂದ ಆಗಿದೆ. ಸರ್ಕಾರ ಸರಿಯಾದ ಮುನ್ನೆಚ್ಚರಿಕೆ ಕ್ರಮ ಕೈಗೊಂಡಿದ್ದರೆ ಈ ದುರಂತ ತಪ್ಪಿಸಬಹುದಿತ್ತು. ಸಿದ್ದರಾಮಯ್ಯ ಅವರು ನಮ್ಮ ಹಿರಿಯರು ಅವರ ಬಗ್ಗೆ ಗೌರವ ಇದೆ. ಆದರೆ ಈ ಘಟನೆಯ ಹೊಣೆಯನ್ನು ಸರ್ಕಾರ ಹೊರಬೇಕು ಎಂದರು. <box>939 1848 1172 2020</box>
edition-cities <box>576 91 1088 137</box>
story7-headline1: ಕಾಲ್ತುಳಿತ ಘಟನೆಗೆ ಡಾ.ರಾಜ್ ಕುಮಾರ್ <box>1037 1769 1370 1799</box>
story2-headline1: ಚುನಾವಣೆಗಳಿಂದ ದೇಶದ ಆರ್ಥಿಕ <box>1011 187 1396 229</box>
